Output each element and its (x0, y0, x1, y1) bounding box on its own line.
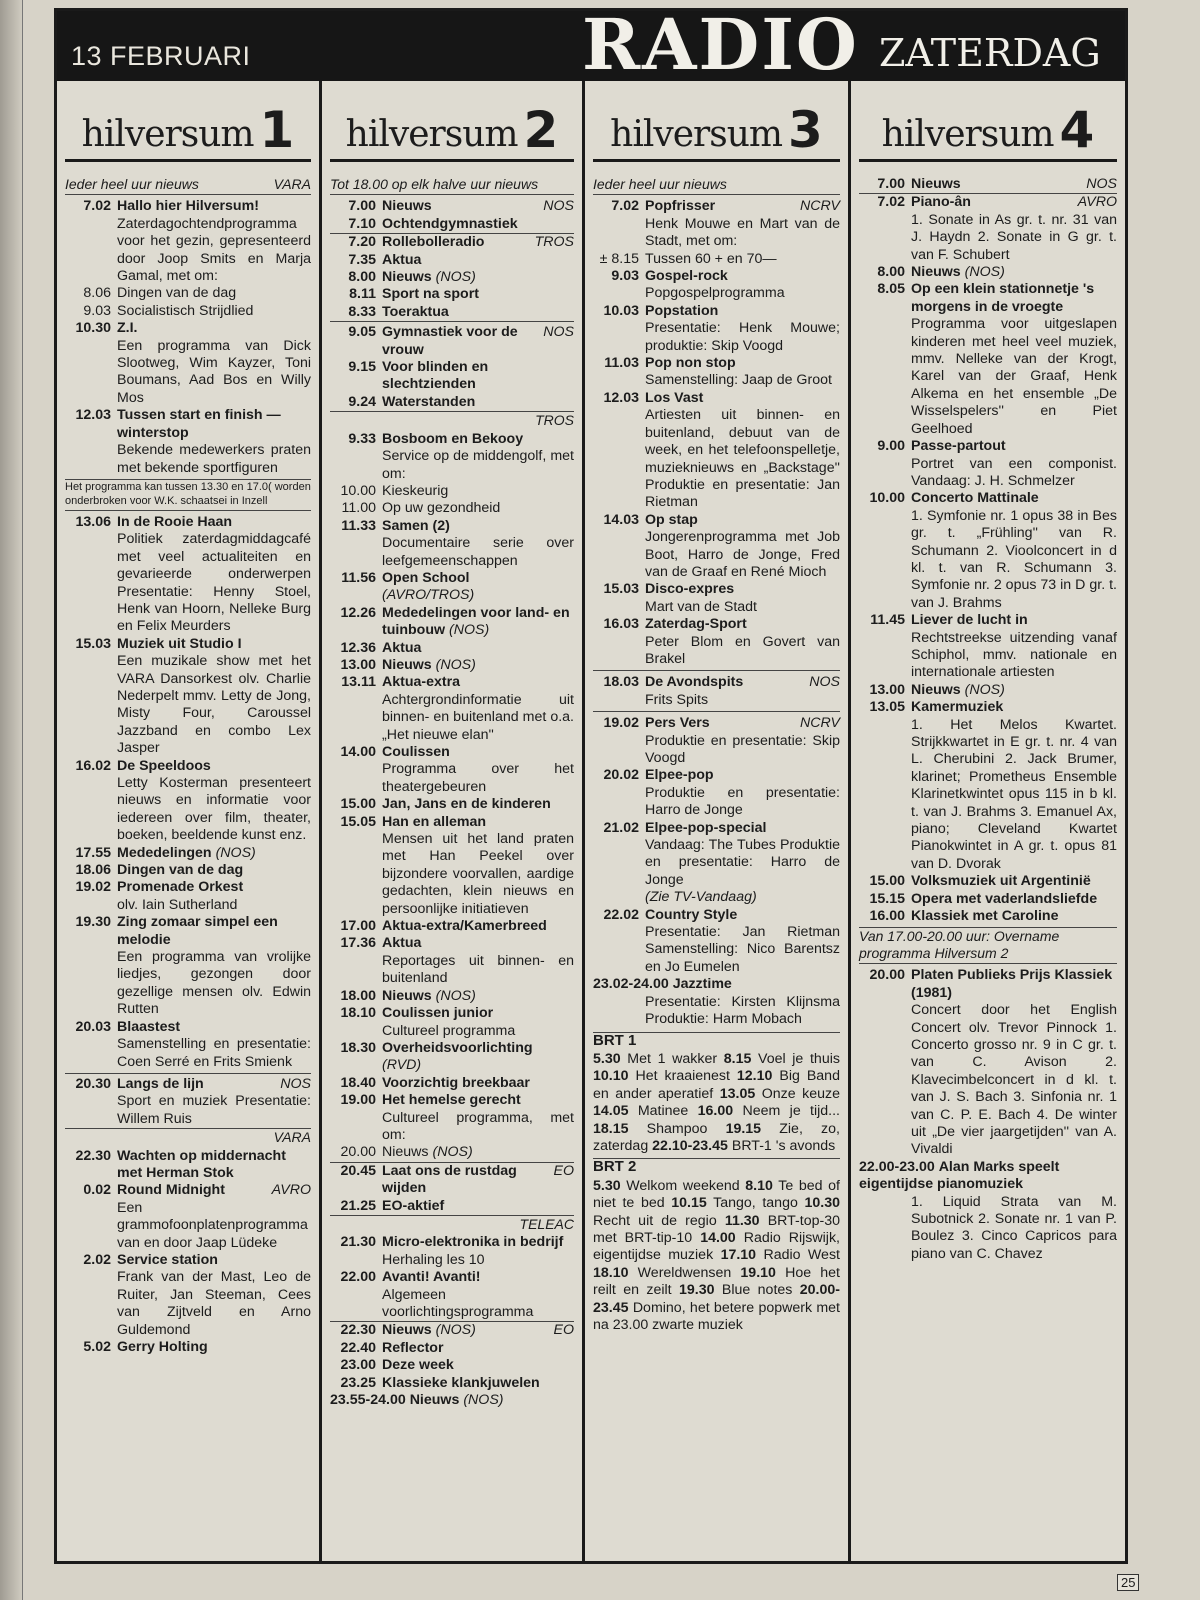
program-item: 13.00 Nieuws (NOS) (869, 681, 1005, 698)
program-item: 12.03 Los Vast Artiesten uit binnen- en buitenland, debuut van de week, en het telefoonspelletje, muzieknieuws en „Backstage'' Produktie en presentatie: Jan Rietman (603, 389, 840, 511)
program-item: 5.02 Gerry Holting (83, 1339, 208, 1355)
interruption-note: Het programma kan tussen 13.30 en 17.0( worden onderbroken voor W.K. schaatsei in Inzell (65, 479, 311, 511)
program-item: 18.03 NOS De Avondspits Frits Spits (593, 670, 840, 709)
column-hilversum-4 (851, 81, 1125, 1561)
program-item: 19.02 Promenade Orkest olv. Iain Sutherland (75, 879, 244, 913)
relay-note: Van 17.00-20.00 uur: Overname programma Hilversum 2 (859, 927, 1117, 964)
program-item: 10.03 Popstation Presentatie: Henk Mouwe; produktie: Skip Voogd (603, 302, 840, 354)
program-item: 20.02 Elpee-pop Produktie en presentatie: Harro de Jonge (603, 767, 840, 819)
program-item: 15.03 Muziek uit Studio I Een muzikale show met het VARA Dansorkest olv. Charlie Nederpelt mmv. Letty de Jong, Misty Four, Caroussel Jazzband en combo Lex Jasper (75, 635, 311, 757)
station-name: hilversum (881, 114, 1054, 155)
program-item: 10.00 Concerto Mattinale 1. Symfonie nr. 1 opus 38 in Bes gr. t. „Frühling'' van R. Schumann 2. Vioolconcert in d kl. t. van R. Schumann 3. Symfonie nr. 2 opus 73 in D gr. t. van J. Brahms (869, 490, 1117, 611)
program-item: 9.00 Passe-partout Portret van een componist. Vandaag: J. H. Schmelzer (877, 438, 1117, 489)
station-heading (65, 81, 311, 162)
program-item: 13.11 Aktua-extra Achtergrondinformatie uit binnen- en buitenland met o.a. „Het nieuwe elan'' (341, 674, 574, 743)
program-item: 9.33 Bosboom en Bekooy Service op de middengolf, met om: (348, 430, 574, 482)
station-number: 4 (1059, 101, 1095, 159)
station-number: 2 (523, 101, 559, 159)
program-item: 11.45 Liever de lucht in Rechtstreekse uitzending vanaf Schiphol, mmv. nationale en internationale artiesten (870, 612, 1117, 681)
program-item: 2.02 Service station Frank van der Mast, Leo de Ruiter, Jan Steeman, Cees van Zijtveld en Arno Guldemond (83, 1251, 311, 1338)
program-item: 11.33 Samen (2) Documentaire serie over leefgemeenschappen (341, 517, 574, 569)
program-item: 19.00 Het hemelse gerecht Cultureel programma, met om: (340, 1092, 574, 1143)
program-item: 18.06 Dingen van de dag (75, 862, 244, 879)
page-number: 25 (1117, 1574, 1139, 1591)
program-item: 13.05 Kamermuziek 1. Het Melos Kwartet. Strijkkwartet in E gr. t. nr. 4 van L. Cherubini 2. Jack Brumer, klarinet; Prometheus Ensemble Klarinetkwintet opus 115 in b kl. t. van J. Brahms 3. Emanuel Ax, piano; Cleveland Kwartet Pianokwintet in A gr. t. opus 81 van D. Dvorak (869, 699, 1117, 872)
program-item: 22.30 EO Nieuws (NOS) (330, 1321, 574, 1339)
program-item: 23.25 Klassieke klankjuwelen (340, 1374, 540, 1391)
program-item: 13.00 Nieuws (NOS) (340, 656, 476, 673)
station-heading (330, 81, 574, 162)
program-item: 21.30 Micro-elektronika in bedrijf Herhaling les 10 (340, 1234, 564, 1268)
header-title: RADIO (582, 3, 859, 86)
program-item: 9.03 Socialistisch Strijdlied (83, 302, 254, 319)
program-item: 18.10 Coulissen junior Cultureel programma (340, 1005, 516, 1039)
station-heading (859, 81, 1117, 162)
program-item: 0.02 AVRO Round Midnight Een grammofoonplatenprogramma van en door Jaap Lüdeke (83, 1182, 311, 1251)
program-item: 14.03 Op stap Jongerenprogramma met Job Boot, Harro de Jonge, Fred van de Graaf en René Mioch (603, 511, 840, 580)
station-name: hilversum (81, 114, 254, 155)
program-item: 18.40 Voorzichtig breekbaar (340, 1074, 530, 1091)
program-item: 23.00 Deze week (340, 1357, 454, 1374)
program-item: 8.00 Nieuws (NOS) (348, 269, 476, 286)
program-item: 19.02 NCRV Pers Vers Produktie en presentatie: Skip Voogd (593, 711, 840, 767)
program-item: 9.05 NOS Gymnastiek voor de vrouw (330, 321, 574, 359)
news-note: Ieder heel uur nieuws VARA (65, 176, 311, 195)
program-item: 15.15 Opera met vaderlandsliefde (869, 890, 1098, 907)
program-item: 7.02 Hallo hier Hilversum! Zaterdagochtendprogramma voor het gezin, gepresenteerd door Joop Smits en Marja Gamal, met om: (83, 198, 311, 285)
program-item: 10.30 Z.I. Een programma van Dick Slootweg, Wim Kayzer, Toni Boumans, Aad Bos en Willy Mos (75, 320, 311, 406)
program-item: 22.00 Avanti! Avanti! Algemeen voorlichtingsprogramma (340, 1269, 534, 1320)
station-name: hilversum (345, 114, 518, 155)
program-item: 13.06 In de Rooie Haan Politiek zaterdagmiddagcafé met veel actualiteiten en gevarieerde onderwerpen Presentatie: Henny Stoel, Henk van Hoorn, Nelleke Burg en Felix Meurders (75, 513, 311, 635)
program-item: 8.33 Toeraktua (348, 303, 449, 320)
program-item: 7.10 Ochtendgymnastiek (348, 215, 518, 232)
program-item: 17.00 Aktua-extra/Kamerbreed (340, 918, 547, 935)
program-item: 17.55 Mededelingen (NOS) (75, 844, 256, 861)
brt2-listing: 5.30 Welkom weekend 8.10 Te bed of niet te bed 10.15 Tango, tango 10.30 Recht uit de regio 11.30 BRT-top-30 met BRT-tip-10 14.00 Radio Rijswijk, eigentijdse muziek 17.10 Radio West 18.10 Wereldwensen 19.10 Hoe het reilt en zeilt 19.30 Blue notes 20.00-23.45 Domino, het betere popwerk met na 23.00 zwarte muziek (593, 1177, 840, 1333)
program-item: 7.00 NOS Nieuws (348, 198, 574, 215)
program-item: 15.00 Jan, Jans en de kinderen (340, 796, 551, 813)
broadcaster-label: VARA (65, 1128, 311, 1147)
brt1-heading: BRT 1 (593, 1032, 840, 1051)
program-item: 11.03 Pop non stop Samenstelling: Jaap de Groot (604, 355, 832, 389)
program-item: 12.26 Mededelingen voor land- en tuinbouw (NOS) (340, 604, 570, 639)
program-item: 20.00 Nieuws (NOS) (340, 1144, 473, 1161)
station-number: 3 (788, 101, 823, 159)
broadcaster-label: TELEAC (330, 1215, 574, 1234)
program-item: 22.02 Country Style Presentatie: Jan Rietman Samenstelling: Nico Barentsz en Jo Eumelen (603, 906, 840, 975)
program-item: 11.56 Open School (AVRO/TROS) (341, 569, 475, 604)
program-item: 9.03 Gospel-rock Popgospelprogramma (611, 268, 785, 302)
program-item: 7.00 NOS Nieuws (859, 176, 1117, 194)
program-item: 9.24 Waterstanden (348, 393, 476, 410)
program-item: 22.40 Reflector (340, 1339, 444, 1356)
program-item: 7.02 AVRO Piano-ân 1. Sonate in As gr. t. nr. 31 van J. Haydn 2. Sonate in G gr. t. van F. Schubert (877, 194, 1117, 263)
program-item: 23.02-24.00 Jazztime Presentatie: Kirsten Klijnsma Produktie: Harm Mobach (593, 976, 840, 1028)
program-item: 15.05 Han en alleman Mensen uit het land praten met Han Peekel over bijzondere voorvallen, aardige gedachten, klein nieuws en persoonlijke initiatieven (340, 813, 574, 917)
station-columns (57, 81, 1125, 1561)
program-item: 20.00 Platen Publieks Prijs Klassiek (1981) Concert door het English Concert olv. Trevor Pinnock 1. Concerto grosso nr. 9 in C gr. t. van C. Avison 2. Klavecimbelconcert in d kl. t. van J. S. Bach 3. Sinfonia nr. 1 van C. P. E. Bach 4. De winter uit „De vier jaargetijden'' van A. Vivaldi (869, 967, 1117, 1158)
station-heading (593, 81, 840, 162)
program-item: 18.30 Overheidsvoorlichting (RVD) (340, 1039, 533, 1074)
program-item: 15.03 Disco-expres Mart van de Stadt (603, 581, 757, 615)
program-item: 9.15 Voor blinden en slechtzienden (348, 359, 489, 393)
program-item: 14.00 Coulissen Programma over het theatergebeuren (340, 744, 574, 795)
news-note: Tot 18.00 op elk halve uur nieuws (330, 176, 574, 195)
program-item: 10.00 Kieskeurig (340, 482, 449, 499)
program-item: 7.20 TROS Rollebolleradio (330, 233, 574, 251)
program-item: 22.30 Wachten op middernacht met Herman Stok (75, 1147, 286, 1181)
program-item: 11.00 Op uw gezondheid (341, 500, 501, 517)
program-item: 16.03 Zaterdag-Sport Peter Blom en Govert van Brakel (603, 616, 840, 667)
brt2-heading: BRT 2 (593, 1158, 840, 1177)
program-item: 20.45 EO Laat ons de rustdag wijden (330, 1162, 574, 1198)
header-date: 13 FEBRUARI (71, 41, 251, 71)
program-item: 12.03 Tussen start en finish — winterstop Bekende medewerkers praten met bekende sportfiguren (75, 407, 311, 476)
program-item: ± 8.15 Tussen 60 + en 70— (599, 250, 777, 267)
program-item: 23.55-24.00 Nieuws (NOS) (330, 1392, 504, 1409)
column-hilversum-2 (322, 81, 585, 1561)
program-item: 21.25 EO-aktief (340, 1197, 445, 1214)
program-item: 8.06 Dingen van de dag (83, 285, 237, 302)
program-item: 16.02 De Speeldoos Letty Kosterman presenteert nieuws en informatie voor iedereen over film, theater, boeken, beeldende kunst enz. (75, 757, 311, 844)
program-item: 19.30 Zing zomaar simpel een melodie Een programma van vrolijke liedjes, gezongen door gezellige mensen olv. Edwin Rutten (75, 914, 311, 1018)
binding-gutter (0, 0, 23, 1600)
brt1-listing: 5.30 Met 1 wakker 8.15 Voel je thuis 10.10 Het kraaienest 12.10 Big Band en ander aperatief 13.05 Onze keuze 14.05 Matinee 16.00 Neem je tijd... 18.15 Shampoo 19.15 Zie, zo, zaterdag 22.10-23.45 BRT-1 's avonds (593, 1050, 840, 1154)
program-item: 21.02 Elpee-pop-special Vandaag: The Tubes Produktie en presentatie: Harro de Jonge (Zie TV-Vandaag) (603, 819, 840, 906)
program-item: 8.05 Op een klein stationnetje 's morgens in de vroegte Programma voor uitgeslapen kinderen met heel veel muziek, mmv. Nelleke van der Krogt, Karel van der Graaf, Henk Alkema en het ensemble „De Wisselspelers'' en Piet Geelhoed (877, 281, 1117, 437)
column-hilversum-1 (57, 81, 322, 1561)
program-item: 8.11 Sport na sport (349, 286, 479, 303)
program-item: 7.02 NCRV Popfrisser Henk Mouwe en Mart van de Stadt, met om: (611, 198, 840, 250)
page-header (57, 3, 1125, 86)
program-item: 18.00 Nieuws (NOS) (340, 987, 476, 1004)
program-item: 15.00 Volksmuziek uit Argentinië (869, 873, 1091, 890)
station-name: hilversum (610, 114, 783, 155)
program-item: 17.36 Aktua Reportages uit binnen- en buitenland (340, 935, 574, 987)
broadcaster-label: TROS (330, 411, 574, 430)
station-number: 1 (259, 101, 295, 159)
program-item: 20.03 Blaastest Samenstelling en presentatie: Coen Serré en Frits Smienk (75, 1018, 311, 1070)
program-item: 22.00-23.00 Alan Marks speelt eigentijdse pianomuziek 1. Liquid Strata van M. Subotnick 2. Sonate nr. 1 van P. Boulez 3. Cinco Capricos para piano van C. Chavez (859, 1158, 1117, 1262)
program-item: 16.00 Klassiek met Caroline (869, 908, 1059, 925)
program-item: 12.36 Aktua (340, 639, 422, 656)
program-item: 8.00 Nieuws (NOS) (877, 264, 1005, 281)
column-hilversum-3 (585, 81, 851, 1561)
program-item: 7.35 Aktua (348, 251, 422, 268)
radio-listing-page (54, 3, 1128, 1564)
program-item: 20.30 NOS Langs de lijn Sport en muziek Presentatie: Willem Ruis (65, 1073, 311, 1128)
news-note: Ieder heel uur nieuws (593, 176, 840, 195)
header-day: ZATERDAG (879, 31, 1101, 75)
